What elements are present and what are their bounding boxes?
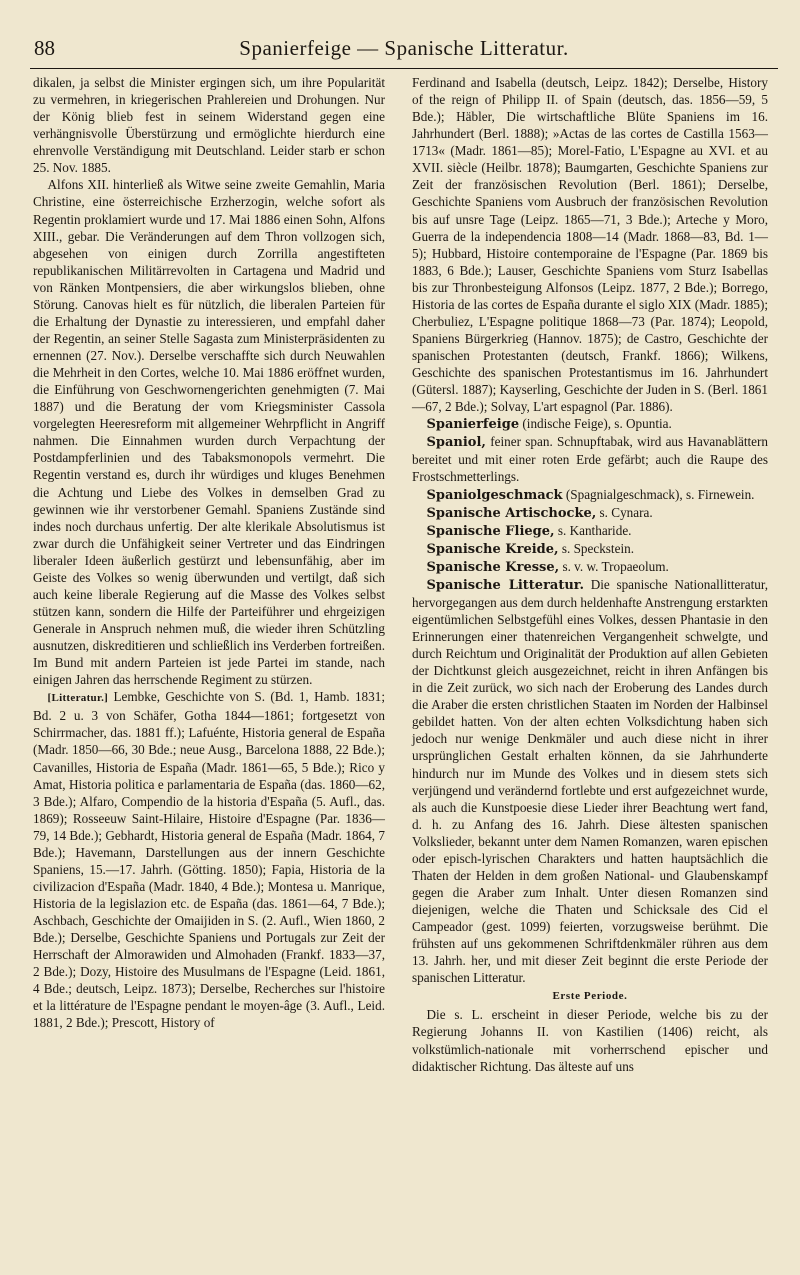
entry — [412, 522, 768, 540]
entry-headword: Spanierfeige — [426, 417, 520, 433]
bibliography-text: Lembke, Geschichte von S. (Bd. 1, Hamb. 1831; Bd. 2 u. 3 von Schäfer, Gotha 1844—1861; fortgesetzt von Schirrmacher, das. 1881 ff.); Lafuénte, Historia general de España (Madr. 1850—66, 30 Bde.; neue Ausg., Barcelona 1888, 22 Bde.); Cavanilles, Historia de España (Madr. 1861—65, 5 Bde.); Rico y Amat, Historia politica e parlamentaria de España (das. 1860—62, 3 Bde.); Alfaro, Compendio de la historia d'España (5. Aufl., das. 1869); Rosseeuw Saint-Hilaire, Histoire d'Espagne (Par. 1836—79, 14 Bde.); Gebhardt, Historia general de España (Madr. 1864, 7 Bde.); Havemann, Darstellungen aus der innern Geschichte Spaniens, 15.—17. Jahrh. (Götting. 1850); Fapia, Historia de la civilizacion d'España (Madr. 1840, 4 Bde.); Montesa u. Manrique, Historia de la legislazion etc. de España (das. 1861—64, 7 Bde.); Aschbach, Geschichte der Omaijiden in S. (2. Aufl., Wien 1860, 2 Bde.); Derselbe, Geschichte Spaniens und Portugals zur Zeit der Herrschaft der Almorawiden und Almohaden (Frankf. 1833—37, 2 Bde.); Dozy, Histoire des Musulmans de l'Espagne (Leid. 1861, 4 Bde.; deutsch, Leipz. 1873); Derselbe, Recherches sur l'histoire et la littérature de l'Espagne pendant le moyen-âge (3. Aufl., Leid. 1881, 2 Bde.); Prescott, History of — [33, 689, 385, 1031]
header-rule — [30, 68, 778, 69]
running-title: Spanierfeige — Spanische Litteratur. — [239, 36, 569, 60]
page-number: 88 — [34, 36, 55, 60]
entry — [412, 504, 768, 522]
entry — [412, 576, 768, 987]
entry-headword: Spanische Kreide, — [426, 541, 559, 557]
entry-headword: Spaniol, — [426, 435, 486, 451]
entry-headword: Spanische Kresse, — [426, 559, 560, 575]
entry-text: (Spagnialgeschmack), s. Firnewein. — [562, 486, 755, 502]
paragraph: Die s. L. erscheint in dieser Periode, welche bis zu der Regierung Johanns II. von Kastilien (1406) reicht, als volkstümlich-nationale mit vorherrschend epischer und didaktischer Richtung. Das älteste auf uns — [412, 1007, 768, 1074]
entry-text: s. v. w. Tropaeolum. — [559, 558, 669, 574]
entry-text: feiner span. Schnupftabak, wird aus Havanablättern bereitet und mit einer roten Erde gefärbt; auch die Raupe des Frostschmetterlings. — [412, 434, 768, 485]
left-column — [33, 74, 385, 1032]
entry — [412, 433, 768, 485]
paragraph: dikalen, ja selbst die Minister ergingen sich, um ihre Popularität zu vermehren, in kriegerischen Prahlereien und Drohungen. Nur der König blieb fest in seinem Widerstand gegen eine verhängnisvolle Überstürzung und ermöglichte hierdurch eine ehrenvolle Verständigung mit Deutschland. Leider starb er schon 25. Nov. 1885. — [33, 75, 385, 176]
entry-headword: Spanische Litteratur. — [426, 577, 584, 593]
bibliography — [33, 688, 385, 1031]
entry-headword: Spanische Fliege, — [426, 523, 555, 539]
entry-text: s. Speckstein. — [558, 540, 635, 556]
entry-text: Die spanische Nationallitteratur, hervorgegangen aus dem durch heldenhafte Anstrengung erstarkten eigentümlichen Selbstgefühl eines Volkes, dessen Phantasie in den Erinnerungen einer thatenreichen Vergangenheit schwelgte, und durch Reichtum und Originalität der Produktion auf allen Gebieten der Dichtkunst gleich ausgezeichnet, reicht in ihren Anfängen bis in die Zeit zurück, wo sich nach der Eroberung des Landes durch die Araber die ersten christlichen Staaten im Norden der Halbinsel gebildet hatten. Von der alten echten Volksdichtung haben sich jedoch nur wenige Denkmäler und auch diese nicht in ihrer ursprünglichen Gestalt erhalten können, da sie Jahrhunderte hindurch nur im Munde des Volkes und in diesem stets sich verjüngend und verändernd fortlebte und erst aufgezeichnet wurde, als auch die Kunstpoesie diese Lieder ihrer Beachtung wert fand, d. h. zu Anfang des 16. Jahrh. Diese ältesten spanischen Volkslieder, bekannt unter dem Namen Romanzen, waren epischen oder episch-lyrischen Charakters und hatten hauptsächlich die Thaten der Helden in dem großen National- und Glaubenskampf gegen die Araber zum Inhalt. Unter diesen Romanzen sind diejenigen, welche die Thaten und Schicksale des Cid el Campeador (gest. 1099) feierten, vorzugsweise berühmt. Die frühsten auf uns gekommenen Schriftdenkmäler rühren aus dem 13. Jahrh. her, und mit dieser Zeit beginnt die erste Periode der spanischen Litteratur. — [412, 576, 769, 986]
entry-text: s. Cynara. — [596, 504, 653, 520]
entry — [412, 415, 768, 433]
page-header — [32, 30, 776, 70]
paragraph: Alfons XII. hinterließ als Witwe seine zweite Gemahlin, Maria Christine, eine österreichische Erzherzogin, welche sofort als Regentin proklamiert wurde und 17. Mai 1886 einen Sohn, Alfons XIII., gebar. Die Veränderungen auf dem Thron vollzogen sich, abgesehen von einigen durch Zorrilla angestifteten republikanischen Militärrevolten in Cartagena und Madrid und von Ränken Montpensiers, die aber wirkungslos blieben, ohne Störung. Canovas hielt es für nützlich, die liberalen Parteien für die Erhaltung der Dynastie zu interessieren, und empfahl daher der Regentin, an seiner Stelle Sagasta zum Ministerpräsidenten zu ernennen (27. Nov.). Derselbe verschaffte sich durch Neuwahlen die Mehrheit in den Cortes, welche 10. Mai 1886 eröffnet wurden, die Einführung von Geschwornengerichten genehmigten (7. Mai 1887) und die Beratung der vom Kriegsminister Cassola vorgelegten Heeresreform mit allgemeiner Wehrpflicht in Angriff nahmen. Die Einnahmen wurden durch Verpachtung der Postdampferlinien und des Tabaksmonopols vermehrt. Die Regentin verstand es, durch ihr würdiges und kluges Benehmen die Achtung und Liebe des Volkes in demselben Grad zu gewinnen wie ihr verstorbener Gemahl. Spaniens Zustände sind indes noch durchaus unfertig. Der alte klerikale Absolutismus ist zwar durch die Unfähigkeit seiner Vertreter und das Eindringen liberaler Ideen äußerlich gestürzt und lebensunfähig, aber im Geiste des Volkes so wenig überwunden und vertilgt, daß sich auch keine liberale Regierung auf die Masse des Volkes selbst stützen kann, sondern die Hilfe der Parteiführer und ehrgeizigen Generale in Anspruch nehmen muß, die wieder ihren Schützling ausnutzen, diskreditieren und schließlich ins Verderben fortreißen. Im Bund mit andern Parteien ist jede Partei im stande, nach einigen Jahren das herrschende Regiment zu stürzen. — [33, 177, 385, 688]
entry — [412, 540, 768, 558]
entry-text: s. Kantharide. — [554, 522, 632, 538]
entry-text: (indische Feige), s. Opuntia. — [519, 416, 672, 432]
entry — [412, 486, 768, 504]
bibliography-continued: Ferdinand and Isabella (deutsch, Leipz. 1842); Derselbe, History of the reign of Philipp II. of Spain (deutsch, das. 1856—59, 5 Bde.); Häbler, Die wirtschaftliche Blüte Spaniens im 16. Jahrhundert (Berl. 1888); »Actas de las cortes de Castilla 1563—1713« (Madr. 1861—85); Morel-Fatio, L'Espagne au XVI. et au XVII. siècle (Heilbr. 1878); Baumgarten, Geschichte Spaniens zur Zeit der französischen Revolution (Berl. 1861); Derselbe, Geschichte Spaniens vom Ausbruch der französischen Revolution bis auf unsre Tage (Leipz. 1865—71, 3 Bde.); Arteche y Moro, Guerra de la independencia 1808—14 (Madr. 1868—83, Bd. 1—5); Hubbard, Histoire contemporaine de l'Espagne (Par. 1869 bis 1883, 6 Bde.); Lauser, Geschichte Spaniens vom Sturz Isabellas bis zur Thronbesteigung Alfonsos (Leipz. 1877, 2 Bde.); Borrego, Historia de las cortes de España durante el siglo XIX (Madr. 1885); Cherbuliez, L'Espagne politique 1868—73 (Par. 1874); Leopold, Spaniens Bürgerkrieg (Hannov. 1875); de Castro, Geschichte der spanischen Protestanten (deutsch, Frankf. 1866); Wilkens, Geschichte des spanischen Protestantismus im 16. Jahrhundert (Gütersl. 1887); Kayserling, Geschichte der Juden in S. (Berl. 1861—67, 2 Bde.); Solvay, L'art espagnol (Par. 1886). — [412, 75, 768, 415]
section-subheading: Erste Periode. — [552, 990, 628, 1003]
entry-headword: Spanische Artischocke, — [426, 505, 597, 521]
entry-headword: Spaniolgeschmack — [426, 487, 563, 503]
right-column — [412, 74, 768, 1075]
entry — [412, 558, 768, 576]
section-label: [Litteratur.] — [47, 692, 109, 705]
